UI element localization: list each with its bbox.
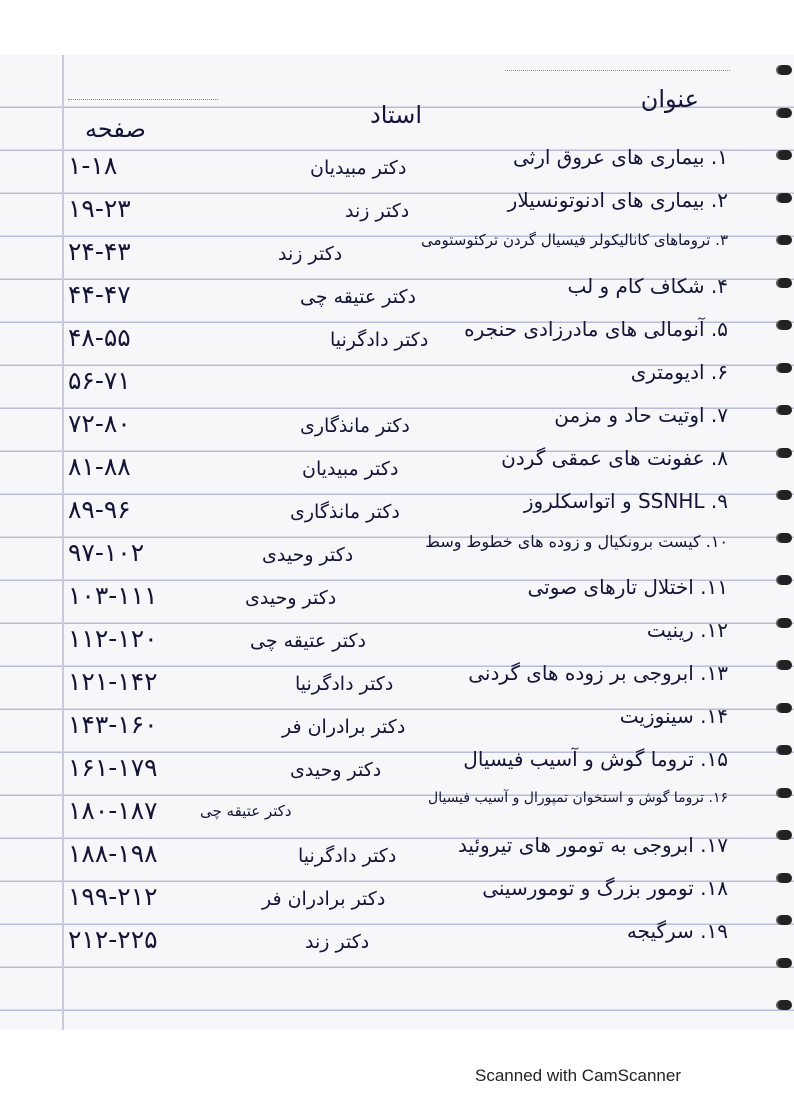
- scanner-watermark: Scanned with CamScanner: [475, 1066, 682, 1085]
- binding-hole: [778, 320, 792, 330]
- list-item: [0, 831, 780, 875]
- page-range: ۱۲۱-۱۴۲: [68, 667, 158, 696]
- page-range: ۷۲-۸۰: [68, 409, 131, 438]
- lecture-title: ۱۸. تومور بزرگ و تومورسینی: [482, 876, 728, 900]
- list-item: [0, 143, 780, 187]
- page-range: ۱۱۲-۱۲۰: [68, 624, 158, 653]
- binding-hole: [778, 660, 792, 670]
- page-range: ۱۹-۲۳: [68, 194, 131, 223]
- lecture-title: ۱۶. تروما گوش و استخوان تمپورال و آسیب فیسیال: [428, 790, 728, 806]
- lecture-title: ۱۲. رینیت: [646, 618, 728, 642]
- binding-hole: [778, 405, 792, 415]
- list-item: [0, 401, 780, 445]
- list-item: [0, 917, 780, 961]
- binding-hole: [778, 193, 792, 203]
- page-range: ۵۶-۷۱: [68, 366, 131, 395]
- binding-hole: [778, 490, 792, 500]
- teacher-name: دکتر مانذگاری: [290, 501, 400, 523]
- page-range: ۲۱۲-۲۲۵: [68, 925, 158, 954]
- column-header-teacher: استاد: [370, 101, 423, 129]
- page-range: ۸۹-۹۶: [68, 495, 131, 524]
- list-item: [0, 229, 780, 273]
- lecture-title: ۱۱. اختلال تارهای صوتی: [527, 575, 728, 599]
- binding-hole: [778, 65, 792, 75]
- column-header-pages: صفحه: [85, 115, 146, 143]
- binding-hole: [778, 278, 792, 288]
- list-item: [0, 573, 780, 617]
- binding-hole: [778, 235, 792, 245]
- page-range: ۴۸-۵۵: [68, 323, 131, 352]
- page-range: ۲۴-۴۳: [68, 237, 131, 266]
- binding-hole: [778, 533, 792, 543]
- lecture-title: ۶. ادیومتری: [630, 360, 728, 384]
- header-dotted-line-right: [505, 70, 730, 71]
- list-item: [0, 530, 780, 574]
- header-dotted-line-left: [68, 99, 218, 100]
- lecture-title: ۵. آنومالی های مادرزادی حنجره: [464, 317, 728, 341]
- page-range: ۱۹۹-۲۱۲: [68, 882, 158, 911]
- binding-hole: [778, 575, 792, 585]
- lecture-title: ۸. عفونت های عمقی گردن: [501, 446, 728, 470]
- teacher-name: دکتر مبیدیان: [310, 157, 407, 179]
- binding-hole: [778, 745, 792, 755]
- page-range: ۱۶۱-۱۷۹: [68, 753, 158, 782]
- binding-hole: [778, 108, 792, 118]
- page-range: ۱۴۳-۱۶۰: [68, 710, 158, 739]
- notebook-page: [0, 55, 794, 1030]
- column-header-title: عنوان: [640, 85, 699, 113]
- lecture-title: ۲. بیماری های ادنوتونسیلار: [507, 188, 728, 212]
- list-item: [0, 487, 780, 531]
- lecture-title: ۱. بیماری های عروق ارثی: [513, 145, 728, 169]
- page-range: ۱-۱۸: [68, 151, 118, 180]
- binding-hole: [778, 448, 792, 458]
- teacher-name: دکتر وحیدی: [290, 759, 382, 781]
- teacher-name: دکتر زند: [278, 243, 343, 265]
- page-range: ۱۸۰-۱۸۷: [68, 796, 158, 825]
- list-item: [0, 874, 780, 918]
- page-range: ۱۰۳-۱۱۱: [68, 581, 158, 610]
- teacher-name: دکتر برادران فر: [282, 716, 406, 738]
- teacher-name: دکتر مانذگاری: [300, 415, 410, 437]
- teacher-name: دکتر زند: [345, 200, 410, 222]
- list-item: [0, 616, 780, 660]
- list-item: [0, 788, 780, 832]
- list-item: [0, 358, 780, 402]
- binding-hole: [778, 1000, 792, 1010]
- page-range: ۹۷-۱۰۲: [68, 538, 145, 567]
- binding-hole: [778, 618, 792, 628]
- teacher-name: دکتر عتیقه چی: [300, 286, 416, 308]
- binding-hole: [778, 363, 792, 373]
- lecture-title: ۱۹. سرگیجه: [626, 919, 728, 943]
- binding-hole: [778, 873, 792, 883]
- lecture-title: ۹. SSNHL و اتواسکلروز: [523, 489, 728, 513]
- list-item: [0, 444, 780, 488]
- lecture-title: ۱۳. ابروجی بر زوده های گردنی: [468, 661, 728, 685]
- page-range: ۸۱-۸۸: [68, 452, 131, 481]
- binding-hole: [778, 830, 792, 840]
- teacher-name: دکتر مبیدیان: [302, 458, 399, 480]
- teacher-name: دکتر عتیقه چی: [200, 802, 292, 820]
- binding-hole: [778, 703, 792, 713]
- list-item: [0, 702, 780, 746]
- teacher-name: دکتر دادگرنیا: [298, 845, 397, 867]
- lecture-title: ۱۰. کیست برونکیال و زوده های خطوط وسط: [425, 532, 728, 551]
- list-item: [0, 659, 780, 703]
- teacher-name: دکتر وحیدی: [262, 544, 354, 566]
- page-range: ۱۸۸-۱۹۸: [68, 839, 158, 868]
- teacher-name: دکتر وحیدی: [245, 587, 337, 609]
- binding-hole: [778, 150, 792, 160]
- teacher-name: دکتر دادگرنیا: [330, 329, 429, 351]
- lecture-title: ۱۴. سینوزیت: [619, 704, 728, 728]
- lecture-title: ۱۵. تروما گوش و آسیب فیسیال: [463, 747, 728, 771]
- lecture-title: ۳. تروماهای کانالیکولر فیسیال گردن ترکئوستومی: [420, 231, 728, 249]
- binding-hole: [778, 788, 792, 798]
- binding-hole: [778, 915, 792, 925]
- list-item: [0, 745, 780, 789]
- teacher-name: دکتر زند: [305, 931, 370, 953]
- list-item: [0, 272, 780, 316]
- list-item: [0, 186, 780, 230]
- lecture-title: ۱۷. ابروجی به تومور های تیروئید: [457, 833, 728, 857]
- page-range: ۴۴-۴۷: [68, 280, 131, 309]
- binding-hole: [778, 958, 792, 968]
- lecture-title: ۷. اوتیت حاد و مزمن: [554, 403, 728, 427]
- lecture-title: ۴. شکاف کام و لب: [567, 274, 728, 298]
- teacher-name: دکتر عتیقه چی: [250, 630, 366, 652]
- teacher-name: دکتر دادگرنیا: [295, 673, 394, 695]
- teacher-name: دکتر برادران فر: [262, 888, 386, 910]
- list-item: [0, 315, 780, 359]
